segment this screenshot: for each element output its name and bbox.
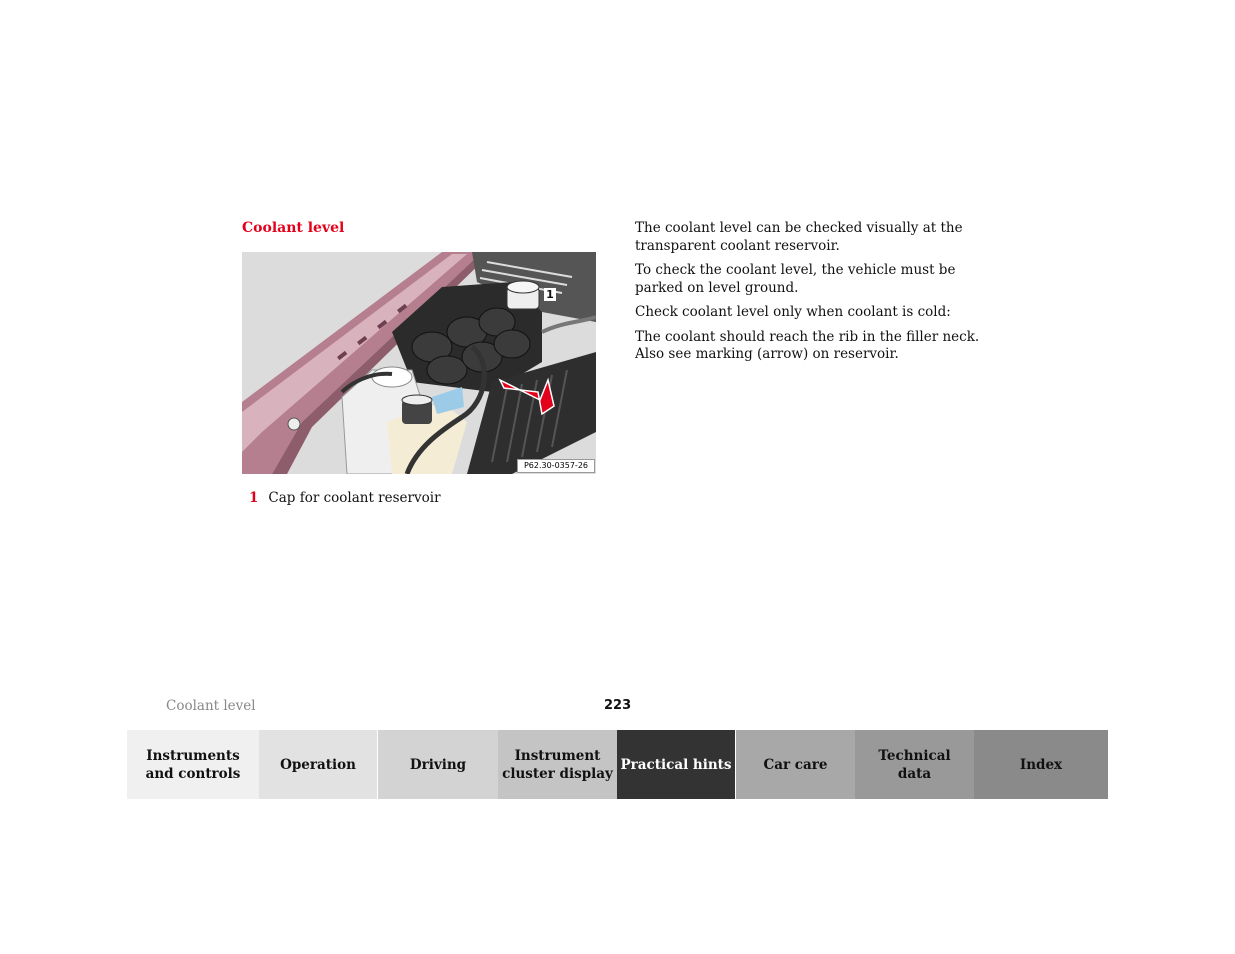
engine-bay-illustration <box>242 252 596 474</box>
tab-car-care[interactable]: Car care <box>736 730 855 799</box>
body-text <box>635 220 995 371</box>
tab-driving[interactable]: Driving <box>378 730 498 799</box>
tab-operation[interactable]: Operation <box>259 730 378 799</box>
figure-code: P62.30-0357-26 <box>517 459 595 473</box>
engine-illustration-graphic <box>242 252 596 474</box>
paragraph-level-ground: To check the coolant level, the vehicle must be parked on level ground. <box>635 262 956 296</box>
caption-text: Cap for coolant reservoir <box>268 490 441 506</box>
callout-number: 1 <box>544 288 556 301</box>
tab-instrument-cluster-display[interactable]: Instrument cluster display <box>498 730 617 799</box>
paragraph-when-cold: Check coolant level only when coolant is cold: <box>635 304 951 320</box>
figure-caption <box>249 490 441 506</box>
tab-technical-data[interactable]: Technical data <box>855 730 974 799</box>
chapter-navigation <box>127 730 1108 799</box>
page-number: 223 <box>604 698 632 713</box>
caption-number: 1 <box>249 490 259 506</box>
tab-index[interactable]: Index <box>974 730 1108 799</box>
paragraph-visual-check: The coolant level can be checked visually at the transparent coolant reservoir. <box>635 220 963 254</box>
tab-practical-hints[interactable]: Practical hints <box>617 730 736 799</box>
paragraph-rib-marking: The coolant should reach the rib in the filler neck. Also see marking (arrow) on reservoir. <box>635 328 980 362</box>
section-title: Coolant level <box>242 220 345 236</box>
footer-section-title: Coolant level <box>166 698 256 714</box>
tab-instruments-and-controls[interactable]: Instruments and controls <box>127 730 259 799</box>
